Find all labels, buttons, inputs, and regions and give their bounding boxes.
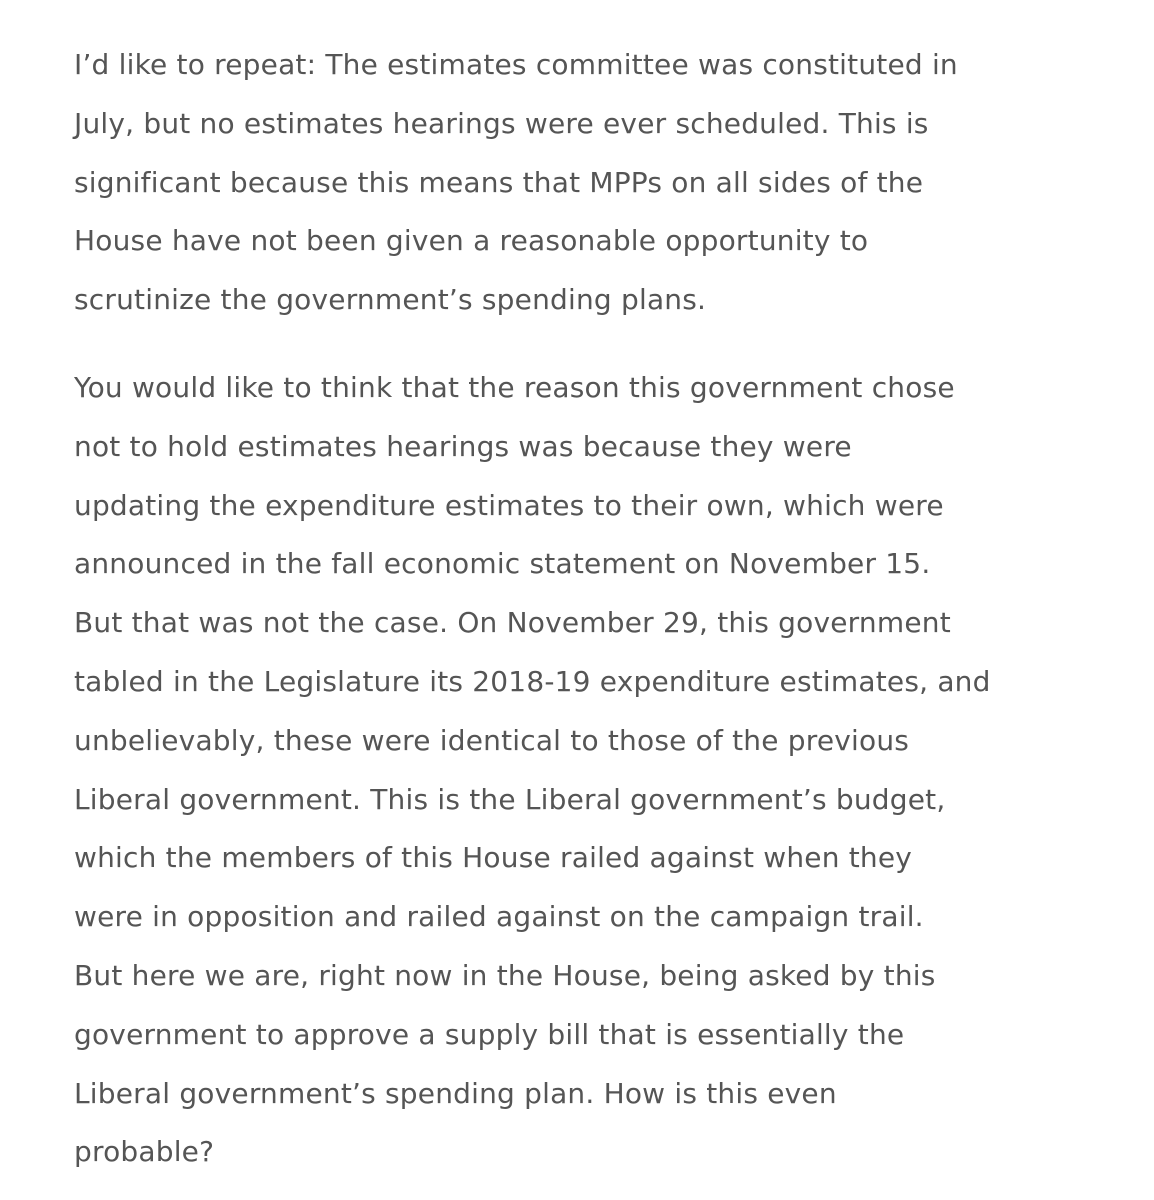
text-line: announced in the fall economic statement on November 15. xyxy=(74,547,931,581)
text-line: were in opposition and railed against on the campaign trail. xyxy=(74,900,924,934)
text-line: Liberal government. This is the Liberal government’s budget, xyxy=(74,782,946,816)
text-line: But here we are, right now in the House, being asked by this xyxy=(74,958,936,992)
text-line: But that was not the case. On November 29, this government xyxy=(74,606,951,640)
text-line: July, but no estimates hearings were ever scheduled. This is xyxy=(74,106,929,140)
text-line: which the members of this House railed against when they xyxy=(74,841,913,875)
article-body xyxy=(74,36,1074,1182)
text-line: tabled in the Legislature its 2018-19 expenditure estimates, and xyxy=(74,664,991,698)
paragraph-2 xyxy=(74,359,1074,1182)
text-line: probable? xyxy=(74,1135,215,1169)
text-line: You would like to think that the reason this government chose xyxy=(74,370,955,404)
text-line: not to hold estimates hearings was because they were xyxy=(74,429,852,463)
text-line: unbelievably, these were identical to those of the previous xyxy=(74,723,910,757)
text-line: significant because this means that MPPs on all sides of the xyxy=(74,165,924,199)
text-line: scrutinize the government’s spending plans. xyxy=(74,283,707,317)
text-line: I’d like to repeat: The estimates committee was constituted in xyxy=(74,48,958,81)
text-line: Liberal government’s spending plan. How is this even xyxy=(74,1076,837,1110)
text-line: government to approve a supply bill that is essentially the xyxy=(74,1017,905,1051)
text-line: updating the expenditure estimates to their own, which were xyxy=(74,488,944,522)
text-line: House have not been given a reasonable opportunity to xyxy=(74,224,869,258)
paragraph-1 xyxy=(74,36,1074,330)
